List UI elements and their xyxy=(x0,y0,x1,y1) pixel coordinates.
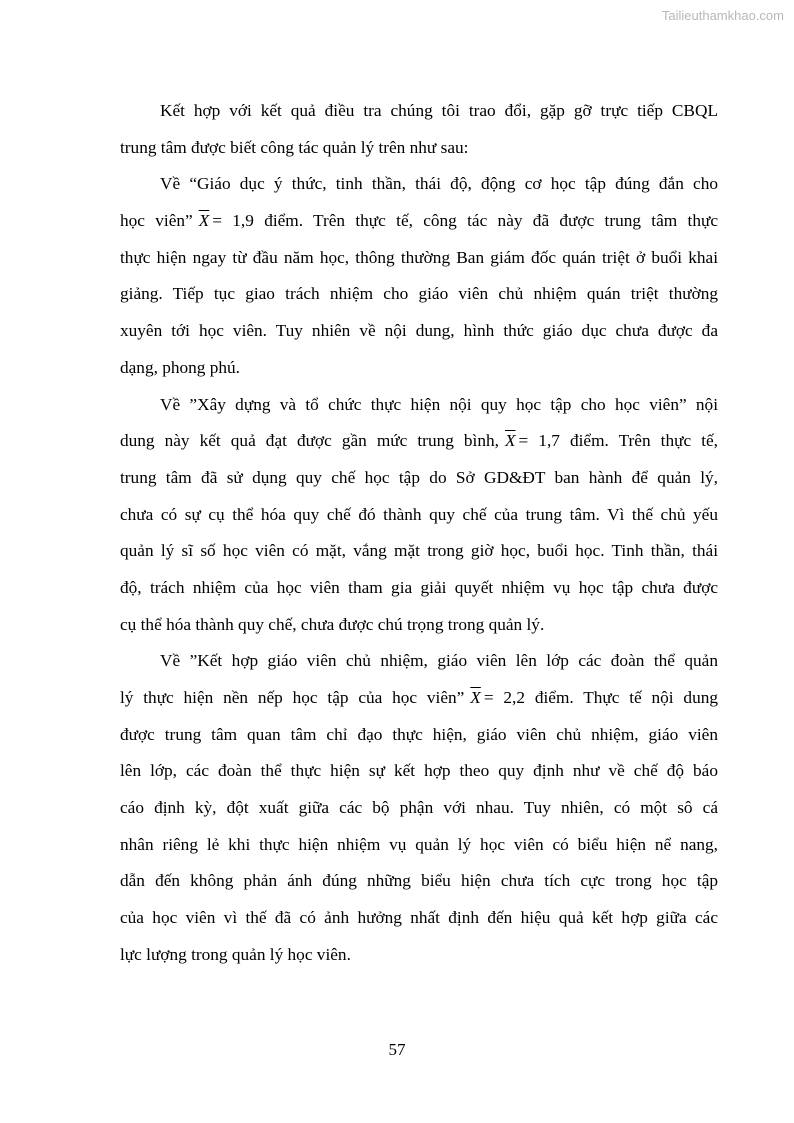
text-line: Về ”Kết hợp giáo viên chủ nhiệm, giáo viên lên lớp các đoàn thể quản xyxy=(160,651,718,671)
watermark: Tailieuthamkhao.com xyxy=(661,8,784,23)
text-line: độ, trách nhiệm của học viên tham gia giải quyết nhiệm vụ học tập chưa được xyxy=(120,577,718,597)
page-number: 57 xyxy=(388,1040,406,1059)
formula-text-after: = 1,7 điểm. Trên thực tế, xyxy=(518,431,719,451)
text-line: chưa có sự cụ thể hóa quy chế đó thành quy chế của trung tâm. Vì thế chủ yếu xyxy=(120,504,718,524)
text-line: trung tâm được biết công tác quản lý trên như sau: xyxy=(120,137,469,157)
x-bar-symbol: $\overline{X}$ xyxy=(504,431,516,451)
text-line: xuyên tới học viên. Tuy nhiên về nội dung, hình thức giáo dục chưa được đa xyxy=(120,321,718,341)
formula-text-before: lý thực hiện nền nếp học tập của học viên” xyxy=(120,688,465,707)
x-bar-symbol: $\overline{X}$ xyxy=(198,211,210,231)
text-line: Về “Giáo dục ý thức, tinh thần, thái độ, động cơ học tập đúng đắn cho xyxy=(160,174,718,194)
text-line: dẫn đến không phản ánh đúng những biểu hiện chưa tích cực trong học tập xyxy=(120,871,718,891)
text-line: quản lý sĩ số học viên có mặt, vắng mặt trong giờ học, buổi học. Tinh thần, thái xyxy=(120,541,718,561)
text-line: lực lượng trong quản lý học viên. xyxy=(120,944,351,964)
document-body xyxy=(120,93,718,974)
text-line: Kết hợp với kết quả điều tra chúng tôi trao đổi, gặp gỡ trực tiếp CBQL xyxy=(160,101,718,120)
text-line: được trung tâm quan tâm chỉ đạo thực hiện, giáo viên chủ nhiệm, giáo viên xyxy=(120,724,718,744)
formula-text-after: = 1,9 điểm. Trên thực tế, công tác này đã được trung tâm thực xyxy=(212,211,718,231)
text-line: lên lớp, các đoàn thể thực hiện sự kết hợp theo quy định như về chế độ báo xyxy=(120,761,718,781)
formula-line xyxy=(120,423,718,460)
text-line: thực hiện ngay từ đầu năm học, thông thường Ban giám đốc quán triệt ở buổi khai xyxy=(120,247,718,267)
x-bar-symbol: $\overline{X}$ xyxy=(470,688,481,707)
text-line: giảng. Tiếp tục giao trách nhiệm cho giáo viên chủ nhiệm quán triệt thường xyxy=(120,284,718,304)
text-line: Về ”Xây dựng và tổ chức thực hiện nội quy học tập cho học viên” nội xyxy=(160,394,718,414)
formula-text-before: dung này kết quả đạt được gần mức trung bình, xyxy=(120,431,499,451)
formula-line xyxy=(120,203,718,240)
text-line: của học viên vì thế đã có ảnh hưởng nhất định đến hiệu quả kết hợp giữa các xyxy=(120,908,718,928)
text-line: dạng, phong phú. xyxy=(120,357,240,377)
text-line: trung tâm đã sử dụng quy chế học tập do Sở GD&ĐT ban hành để quản lý, xyxy=(120,467,718,487)
text-line: cụ thể hóa thành quy chế, chưa được chú trọng trong quản lý. xyxy=(120,614,545,634)
formula-line xyxy=(120,680,718,717)
text-line: cáo định kỳ, đột xuất giữa các bộ phận với nhau. Tuy nhiên, có một sô cá xyxy=(120,798,718,818)
formula-text-before: học viên” xyxy=(120,211,193,231)
formula-text-after: = 2,2 điểm. Thực tế nội dung xyxy=(483,688,718,707)
text-line: nhân riêng lẻ khi thực hiện nhiệm vụ quản lý học viên có biểu hiện nể nang, xyxy=(120,834,718,854)
